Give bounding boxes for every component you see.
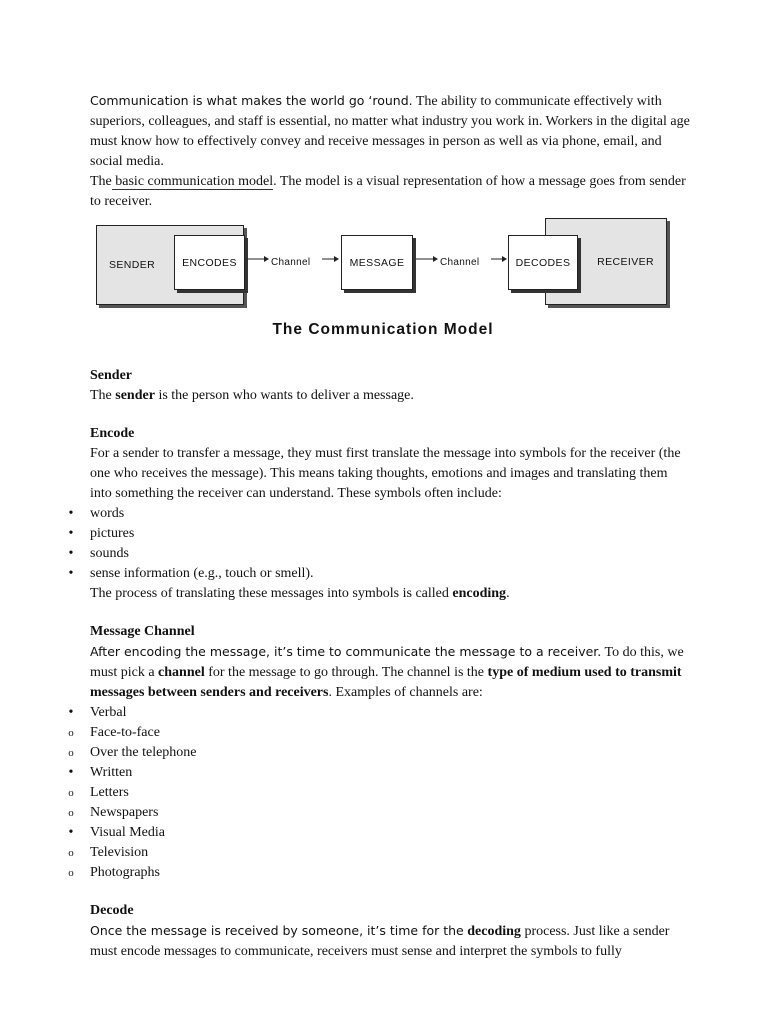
bullet-icon: • xyxy=(68,506,74,521)
encode-paragraph: For a sender to transfer a message, they must first translate the message into symbols for the receiver (the one who receives the message). This means taking thoughts, emotions and images and translating them into something the receiver can understand. These symbols often include: xyxy=(90,446,681,501)
list-item-text: Face-to-face xyxy=(90,725,160,740)
decoding-term: decoding xyxy=(467,924,521,939)
document-page xyxy=(68,91,690,962)
sender-paragraph xyxy=(90,386,690,406)
decodes-label: DECODES xyxy=(515,256,571,269)
list-item xyxy=(68,843,690,863)
sender-text-pre: The xyxy=(90,388,116,403)
channel-term: channel xyxy=(158,665,205,680)
sender-term: sender xyxy=(115,388,155,403)
decode-sans-text: Once the message is received by someone, it’s time for the xyxy=(90,923,464,938)
sender-text-post: is the person who wants to deliver a message. xyxy=(154,388,414,403)
list-item-text: sense information (e.g., touch or smell). xyxy=(90,566,314,581)
list-item xyxy=(68,564,690,584)
list-item-text: Over the telephone xyxy=(90,745,197,760)
list-item xyxy=(68,803,690,823)
list-item-text: Visual Media xyxy=(90,825,165,840)
arrow-1 xyxy=(247,256,269,262)
bullet-icon: • xyxy=(68,705,74,720)
model-intro-pre: The xyxy=(90,174,112,189)
encoding-paragraph xyxy=(90,584,690,604)
bullet-icon: • xyxy=(68,765,74,780)
encode-section xyxy=(68,424,690,604)
encoding-text-pre: The process of translating these messages into symbols is called xyxy=(90,586,453,601)
hollow-bullet-icon: o xyxy=(68,807,74,819)
encode-symbol-list xyxy=(68,504,690,584)
channel-label-1: Channel xyxy=(271,257,311,268)
list-item-text: Newspapers xyxy=(90,805,159,820)
channel-paragraph xyxy=(90,642,690,703)
hollow-bullet-icon: o xyxy=(68,727,74,739)
receiver-label: RECEIVER xyxy=(597,255,654,268)
channel-label-2: Channel xyxy=(440,257,480,268)
list-item-text: Verbal xyxy=(90,705,127,720)
list-item xyxy=(68,763,690,783)
arrow-3 xyxy=(416,256,438,262)
intro-text: The ability to communicate effectively with superiors, colleagues, and staff is essential, no matter what industry you work in. Workers in the digital age must know how to effectively convey and receive messages in person as well as via phone, email, and social media. xyxy=(90,94,690,169)
model-intro-post: . The model is a visual representation of how a message goes from sender to receiver. xyxy=(90,174,686,209)
list-item-text: Television xyxy=(90,845,149,860)
list-item-text: Photographs xyxy=(90,865,160,880)
list-item-text: Written xyxy=(90,765,133,780)
sender-label: SENDER xyxy=(109,259,156,271)
list-item xyxy=(68,783,690,803)
channel-text-2: for the message to go through. The channel is the xyxy=(204,665,488,680)
arrow-2 xyxy=(322,256,339,262)
basic-model-link[interactable]: basic communication model xyxy=(111,174,274,189)
channel-text-1: To do this, we must pick a xyxy=(90,645,684,680)
decode-section xyxy=(90,901,690,962)
decode-paragraph xyxy=(90,921,690,962)
list-item-text: pictures xyxy=(90,526,135,541)
sender-section xyxy=(90,366,690,406)
list-item-text: words xyxy=(90,506,125,521)
diagram-title: The Communication Model xyxy=(272,321,494,338)
list-item xyxy=(68,524,690,544)
intro-sans-phrase: Communication is what makes the world go ‘round. xyxy=(90,93,413,108)
hollow-bullet-icon: o xyxy=(68,787,74,799)
list-item xyxy=(68,504,690,524)
channel-sans-text: After encoding the message, it’s time to communicate the message to a receiver. xyxy=(90,644,602,659)
arrow-4 xyxy=(491,256,507,262)
channel-text-3: . Examples of channels are: xyxy=(328,685,483,700)
list-item-text: Letters xyxy=(90,785,129,800)
communication-model-diagram xyxy=(90,222,690,362)
encoding-term: encoding xyxy=(452,586,507,601)
encode-heading: Encode xyxy=(90,426,135,441)
decode-heading: Decode xyxy=(90,903,134,918)
list-item-text: sounds xyxy=(90,546,129,561)
list-item xyxy=(68,544,690,564)
bullet-icon: • xyxy=(68,526,74,541)
bullet-icon: • xyxy=(68,825,74,840)
list-item xyxy=(68,703,690,723)
decodes-box xyxy=(508,235,578,290)
encoding-text-post: . xyxy=(506,586,510,601)
bullet-icon: • xyxy=(68,566,74,581)
sender-heading: Sender xyxy=(90,368,132,383)
message-label: MESSAGE xyxy=(349,256,405,269)
hollow-bullet-icon: o xyxy=(68,747,74,759)
list-item xyxy=(68,743,690,763)
bullet-icon: • xyxy=(68,546,74,561)
hollow-bullet-icon: o xyxy=(68,867,74,879)
decode-text-2: process. Just like a sender must encode messages to communicate, receivers must sense and interpret the symbols to fully xyxy=(90,924,670,959)
channel-section xyxy=(68,622,690,883)
model-intro-paragraph xyxy=(90,172,690,212)
list-item xyxy=(68,723,690,743)
list-item xyxy=(68,863,690,883)
list-item xyxy=(68,823,690,843)
channel-definition: type of medium used to transmit messages between senders and receivers xyxy=(90,665,682,700)
message-box xyxy=(341,235,413,290)
encodes-label: ENCODES xyxy=(182,256,237,269)
hollow-bullet-icon: o xyxy=(68,847,74,859)
intro-paragraph xyxy=(90,91,690,172)
channel-examples-list xyxy=(68,703,690,883)
channel-heading: Message Channel xyxy=(90,624,195,639)
